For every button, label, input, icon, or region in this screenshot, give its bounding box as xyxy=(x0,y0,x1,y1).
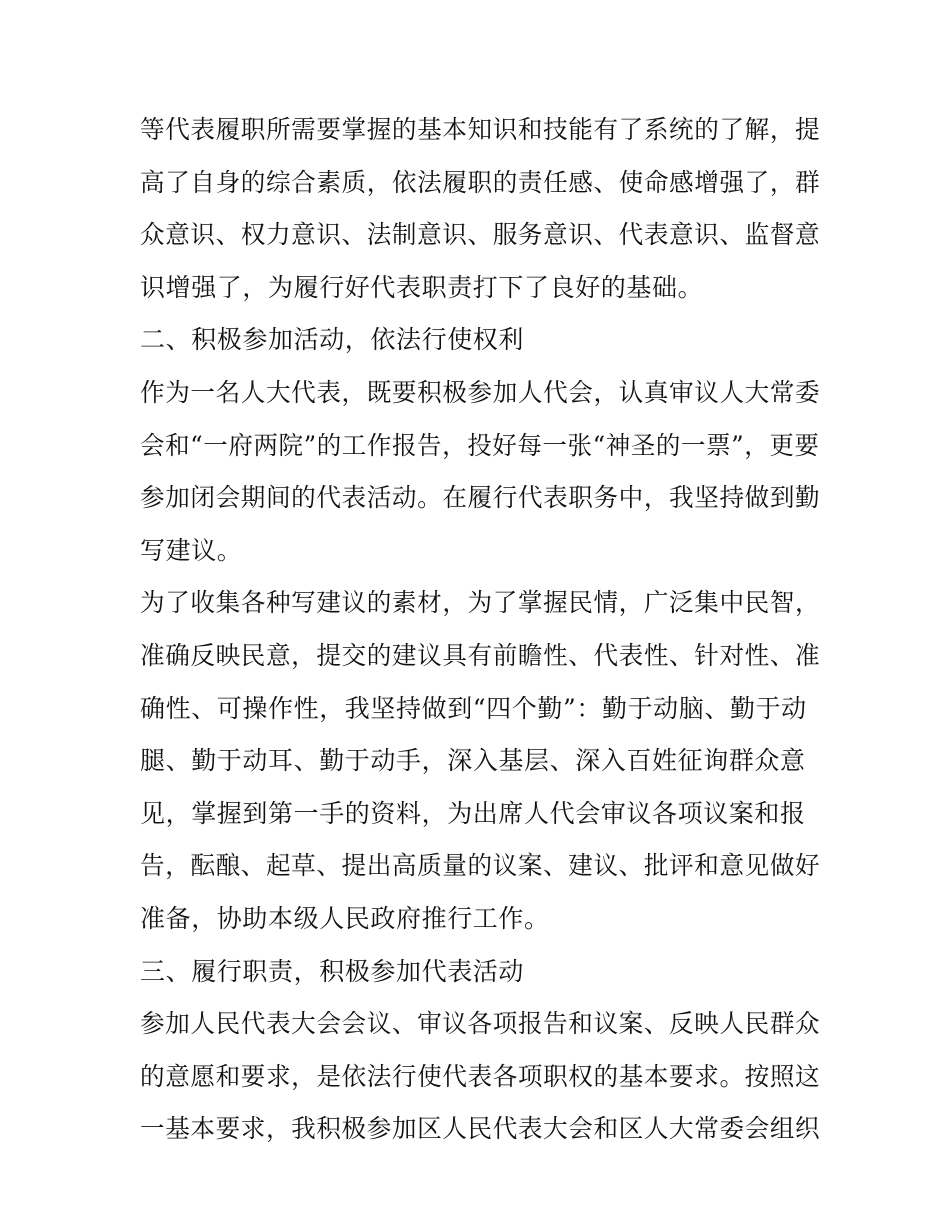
text-line: 准备，协助本级人民政府推行工作。 xyxy=(140,903,550,933)
text-line: 等代表履职所需要掌握的基本知识和技能有了系统的了解，提 xyxy=(140,115,821,144)
text-line: 准确反映民意，提交的建议具有前瞻性、代表性、针对性、准 xyxy=(140,640,821,670)
text-line: 确性、可操作性，我坚持做到“四个勤”：勤于动脑、勤于动 xyxy=(140,693,807,723)
text-line: 参加闭会期间的代表活动。在履行代表职务中，我坚持做到勤 xyxy=(140,483,821,513)
text-line: 参加人民代表大会会议、审议各项报告和议案、反映人民群众 xyxy=(140,1009,821,1039)
text-line: 作为一名人大代表，既要积极参加人代会，认真审议人大常委 xyxy=(140,377,821,407)
section-heading: 三、履行职责，积极参加代表活动 xyxy=(140,956,525,986)
section-heading: 二、积极参加活动，依法行使权利 xyxy=(140,325,525,355)
text-line: 为了收集各种写建议的素材，为了掌握民情，广泛集中民智， xyxy=(140,588,821,618)
text-line: 会和“一府两院”的工作报告，投好每一张“神圣的一票”，更要 xyxy=(140,430,820,460)
text-line: 识增强了，为履行好代表职责打下了良好的基础。 xyxy=(140,272,704,302)
text-line: 高了自身的综合素质，依法履职的责任感、使命感增强了，群 xyxy=(140,167,821,197)
text-line: 见，掌握到第一手的资料，为出席人代会审议各项议案和报 xyxy=(140,798,806,828)
text-line: 的意愿和要求，是依法行使代表各项职权的基本要求。按照这 xyxy=(140,1061,821,1091)
text-line: 告，酝酿、起草、提出高质量的议案、建议、批评和意见做好 xyxy=(140,851,821,881)
text-line: 写建议。 xyxy=(140,535,243,565)
text-line: 腿、勤于动耳、勤于动手，深入基层、深入百姓征询群众意 xyxy=(140,746,806,776)
document-body xyxy=(140,104,820,1156)
text-line: 众意识、权力意识、法制意识、服务意识、代表意识、监督意 xyxy=(140,220,821,250)
text-line: 一基本要求，我积极参加区人民代表大会和区人大常委会组织 xyxy=(140,1114,821,1144)
